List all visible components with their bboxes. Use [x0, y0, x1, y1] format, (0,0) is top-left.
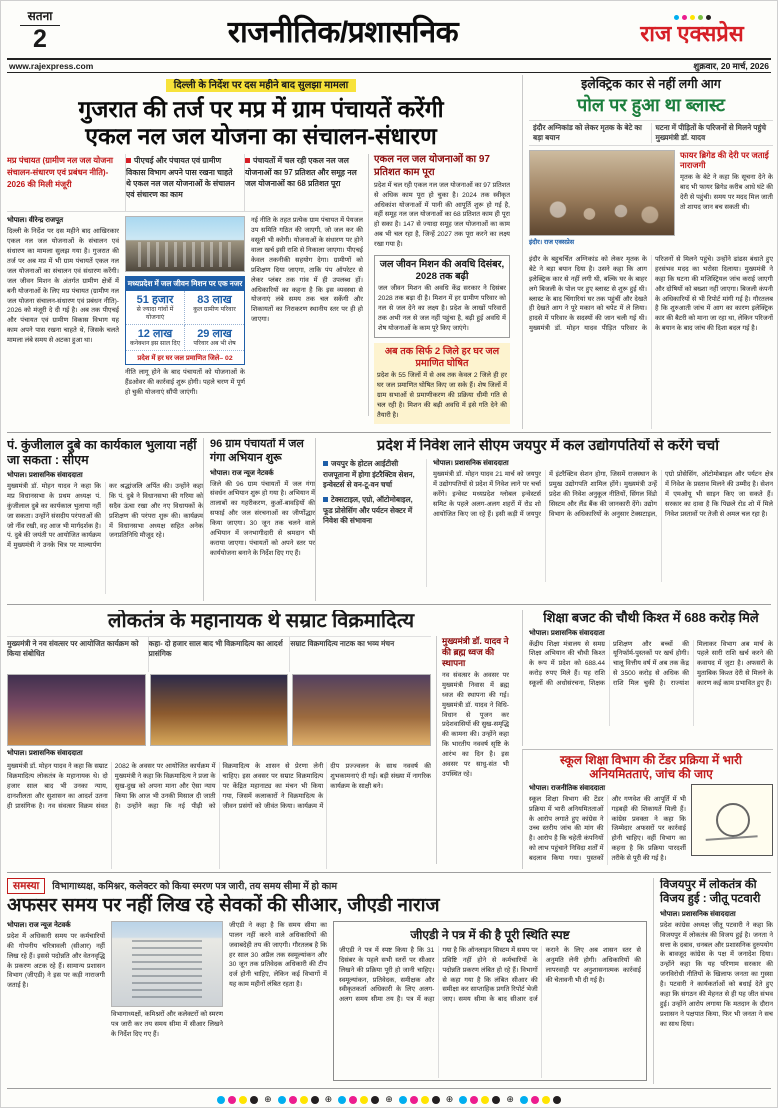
- lead-bullet-2: पंचायतों में चल रही एकल नल जल योजनाओं का 97 प्रतिशत और समूह नल जल योजनाओं का 68 प्रतिशत पूरा: [245, 154, 363, 211]
- registration-dot-icon: [531, 1096, 539, 1104]
- vijaypur-story: [653, 878, 773, 1084]
- fire-headline-line1: इलेक्ट्रिक कार से नहीं लगी आग: [581, 77, 721, 91]
- vikram-sub-body: नव संवत्सर के अवसर पर मुख्यमंत्री निवास में ब्रह्म ध्वज की स्थापना की गई। मुख्यमंत्री डॉ. यादव ने विधि-विधान से पूजन कर प्रदेशवासियों की सुख-समृद्धि की कामना की। उन्होंने कहा कि भारतीय नववर्ष सृष्टि के आरंभ का दिन है। इस अवसर पर साधु-संत भी उपस्थित रहे।: [442, 671, 509, 778]
- section-divider: [7, 432, 771, 433]
- lead-byline: भोपाल। वीरेन्द्र राजपूत: [7, 217, 64, 225]
- vikramaditya-kickers: [7, 636, 431, 672]
- stats-footer: प्रदेश में हर घर जल प्रमाणित जिले– 02: [137, 354, 233, 362]
- fire-subhead-right: घटना में पीड़ितों के परिजनों से मिलने पहुंचे मुख्यमंत्री डॉ. यादव: [651, 123, 774, 143]
- registration-dot-icon: [289, 1096, 297, 1104]
- lead-headline-line2: एकल नल जल योजना का संचालन-संधारण: [85, 122, 437, 149]
- vikramaditya-photos: [7, 674, 431, 746]
- edition-date: शुक्रवार, 20 मार्च, 2026: [693, 60, 769, 71]
- ministry-building-photo: [125, 216, 245, 272]
- investment-text: [427, 459, 773, 587]
- lead-body-text-1: दिल्ली के निर्देश पर दस महीने बाद आखिरकार एकल नल जल योजनाओं के संचालन एवं संधारण का मामला सुलझ गया है। गुजरात की तर्ज पर अब मप्र में भी ग्राम पंचायतें एकल नल जल योजनाओं का संचालन एवं संधारण करेंगी। जल जीवन मिशन के अंतर्गत ग्रामीण क्षेत्रों में बनी योजनाओं के लिए मप्र पंचायत (ग्रामीण नल जल योजना संचालन-संधारण एवं प्रबंधन नीति)- 2026 को मंजूरी दे दी गई है। अब तक पीएचई और पंचायत एवं ग्रामीण विकास विभाग यह काम अपने पास रखना चाहते थे, जिसके चलते मामला लंबे समय से अटका हुआ था।: [7, 228, 119, 345]
- stat-item: [126, 291, 185, 325]
- lead-deck-row: [7, 154, 363, 212]
- fire-subheads: [529, 120, 773, 146]
- vikram-body-wrap: [7, 749, 431, 869]
- lead-kicker-text: दिल्ली के निर्देश पर दस महीने बाद सुलझा मामला: [166, 79, 356, 92]
- investment-bullet-1: जयपुर के होटल आईटीसी राजपूताना में होगा इंटरैक्टिव सेशन, इन्वेस्टर्स से वन-टू-वन चर्चा: [323, 459, 421, 490]
- registration-dot-icon: [481, 1096, 489, 1104]
- substory-headline: एकल नल जल योजनाओं का 97 प्रतिशत काम पूरा: [374, 154, 490, 178]
- website-url: www.rajexpress.com: [9, 61, 94, 71]
- fire-body: इंदौर के बहुचर्चित अग्निकांड को लेकर मृतक के बेटे ने बड़ा बयान दिया है। उसने कहा कि आग इलेक्ट्रिक कार से नहीं लगी थी, बल्कि घर के बाहर लगे बिजली के पोल पर हुए ब्लास्ट से शुरू हुई थी। ब्लास्ट के बाद चिंगारियां घर तक पहुंचीं और देखते ही देखते आग ने पूरे मकान को चपेट में ले लिया। हादसे में परिवार के सदस्यों की जान चली गई थी। मुख्यमंत्री डॉ. मोहन यादव पीड़ित परिवार के परिजनों से मिलने पहुंचे। उन्होंने ढांढस बंधाते हुए हरसंभव मदद का भरोसा दिलाया। मुख्यमंत्री ने कहा कि घटना की मजिस्ट्रियल जांच कराई जाएगी और दोषियों को बख्शा नहीं जाएगा। बिजली कंपनी के अधिकारियों से भी रिपोर्ट मांगी गई है। गौरतलब है कि शुरुआती जांच में आग का कारण इलेक्ट्रिक कार की बैटरी को माना जा रहा था, लेकिन परिजनों के बयान के बाद जांच की दिशा बदल गई है।: [529, 255, 773, 333]
- vikramaditya-headline: लोकतंत्र के महानायक थे सम्राट विक्रमादित्य: [107, 610, 415, 632]
- registration-dot-icon: [311, 1096, 319, 1104]
- secretariat-building-photo: [111, 921, 223, 1007]
- stats-box-title: मध्यप्रदेश में जल जीवन मिशन पर एक नजर: [126, 277, 244, 291]
- section-divider: [7, 872, 771, 873]
- investment-headline: प्रदेश में निवेश लाने सीएम जयपुर में कल उद्योगपतियों से करेंगे चर्चा: [377, 438, 719, 454]
- fire-red-subhead: फायर ब्रिगेड की देरी पर जताई नाराजगी: [680, 149, 769, 171]
- edition-box: [7, 7, 73, 52]
- fire-photo-row: [529, 150, 773, 251]
- fire-side-column: [675, 150, 773, 251]
- vikramaditya-main: [7, 636, 431, 864]
- jal-jeevan-stats-box: [125, 276, 245, 364]
- stat-value: 83 लाख: [197, 294, 232, 307]
- info-bar: [7, 58, 771, 73]
- vijaypur-byline: भोपाल। प्रशासनिक संवाददाता: [660, 910, 736, 918]
- gad-box: [333, 921, 647, 1081]
- lead-body-columns: [7, 216, 363, 412]
- registration-marks: [1, 1093, 777, 1106]
- gad-box-headline: जीएडी ने पत्र में की है पूरी स्थिति स्पष्ट: [410, 927, 570, 942]
- cr-top-row: [7, 878, 647, 893]
- investment-bullet-2: टेक्सटाइल, एग्रो, ऑटोमोबाइल, फूड प्रोसेसिंग और पर्यटन सेक्टर में निवेश की संभावना: [323, 495, 421, 526]
- vikram-kicker-1: मुख्यमंत्री ने नव संवत्सर पर आयोजित कार्यक्रम को किया संबोधित: [7, 637, 149, 672]
- registration-dot-icon: [360, 1096, 368, 1104]
- cr-col-2: [111, 921, 223, 1081]
- registration-dot-icon: [278, 1096, 286, 1104]
- substory-headline: अब तक सिर्फ 2 जिले हर घर जल प्रमाणित घोषित: [384, 345, 500, 369]
- jalganga-byline: भोपाल। राज न्यूज नेटवर्क: [210, 469, 274, 477]
- fire-photo-wrap: [529, 150, 675, 251]
- stat-label: कुल ग्रामीण परिवार: [193, 306, 236, 314]
- masthead-edition: सतना: [20, 7, 61, 26]
- lead-sub-column: [368, 154, 510, 419]
- masthead: [7, 5, 771, 55]
- registration-dot-icon: [399, 1096, 407, 1104]
- registration-dot-icon: [338, 1096, 346, 1104]
- section-divider: [7, 604, 771, 605]
- brand-dot-icon: [682, 15, 687, 20]
- registration-dot-icon: [349, 1096, 357, 1104]
- kunjilal-headline: पं. कुंजीलाल दुबे का कार्यकाल भुलाया नहीं जा सकता : सीएम: [7, 438, 197, 467]
- registration-dot-icon: [553, 1096, 561, 1104]
- vikram-kicker-3: सम्राट विक्रमादित्य नाटक का भव्य मंचन: [290, 639, 395, 648]
- registration-dot-icon: [542, 1096, 550, 1104]
- lead-deck: मप्र पंचायत (ग्रामीण नल जल योजना संचालन-संधारण एवं प्रबंधन नीति)- 2026 की मिली मंजूरी: [7, 154, 126, 211]
- lead-body-text-3: नई नीति के तहत प्रत्येक ग्राम पंचायत में पेयजल उप समिति गठित की जाएगी, जो जल कर की वसूली भी करेगी। योजनाओं के संधारण पर होने वाला खर्च इसी राशि से निकाला जाएगा। पीएचई केवल तकनीकी सहयोग देगा। ग्रामीणों को प्रशिक्षण दिया जाएगा, ताकि पंप ऑपरेटर से लेकर प्लंबर तक गांव में ही उपलब्ध हों। अधिकारियों का कहना है कि इस व्यवस्था से योजनाएं लंबे समय तक चल सकेंगी और शिकायतों का निराकरण स्थानीय स्तर पर ही हो जाएगा।: [251, 217, 363, 324]
- lead-kicker: [7, 75, 515, 93]
- stat-item: [126, 325, 185, 351]
- investment-story: [315, 438, 773, 601]
- kunjilal-byline: भोपाल। प्रशासनिक संवाददाता: [7, 472, 83, 479]
- lead-story: [7, 75, 515, 429]
- stat-label: कनेक्शन इस साल दिए: [129, 340, 181, 348]
- cr-story: [7, 878, 647, 1084]
- registration-dot-icon: [470, 1096, 478, 1104]
- lead-body-col1: [7, 216, 119, 412]
- vikramaditya-story: [7, 610, 515, 869]
- vikram-sub-headline: मुख्यमंत्री डॉ. यादव ने की ब्रह्म ध्वज की स्थापना: [442, 636, 509, 668]
- stat-item: [185, 325, 244, 351]
- stat-value: 51 हजार: [136, 294, 174, 307]
- event-stage-photo: [7, 674, 146, 746]
- stat-value: 29 लाख: [197, 327, 232, 340]
- investment-byline: भोपाल। प्रशासनिक संवाददाता: [433, 460, 509, 468]
- vijaypur-body: प्रदेश कांग्रेस अध्यक्ष जीतू पटवारी ने कहा कि विजयपुर में लोकतंत्र की विजय हुई है। जनता ने सत्ता के दबाव, धनबल और प्रशासनिक दुरुपयोग के बावजूद कांग्रेस के पक्ष में जनादेश दिया। उन्होंने कहा कि यह परिणाम सरकार की जनविरोधी नीतियों के खिलाफ जनता का गुस्सा है। पटवारी ने कार्यकर्ताओं को बधाई देते हुए कहा कि संगठन की मेहनत से ही यह जीत संभव हुई। उन्होंने आरोप लगाया कि मतदान के दौरान प्रशासन ने पक्षपात किया, फिर भी जनता ने सच का साथ दिया।: [660, 921, 773, 1028]
- registration-dot-icon: [239, 1096, 247, 1104]
- substory-mission-extended: [374, 255, 510, 338]
- substory-body: जल जीवन मिशन की अवधि केंद्र सरकार ने दिसंबर 2028 तक बढ़ा दी है। मिशन में हर ग्रामीण परिवार को नल से जल देने का लक्ष्य है। प्रदेश के लाखों परिवारों तक अभी नल से जल नहीं पहुंचा है, बढ़ी हुई अवधि में शेष योजनाओं के काम पूरे किए जाएंगे।: [378, 285, 506, 332]
- registration-dot-icon: [421, 1096, 429, 1104]
- vikram-body: मुख्यमंत्री डॉ. मोहन यादव ने कहा कि सम्राट विक्रमादित्य लोकतंत्र के महानायक थे। दो हजार साल बाद भी उनका न्याय, दानशीलता और सुशासन का आदर्श उतना ही प्रासंगिक है। नव संवत्सर विक्रम संवत 2082 के अवसर पर आयोजित कार्यक्रम में मुख्यमंत्री ने कहा कि विक्रमादित्य ने प्रजा के सुख-दुख को अपना माना और ऐसा न्याय किया कि आज भी उनकी मिसाल दी जाती है। उन्होंने कहा कि नई पीढ़ी को विक्रमादित्य के शासन से प्रेरणा लेनी चाहिए। इस अवसर पर सम्राट विक्रमादित्य पर केंद्रित महानाट्य का मंचन भी किया गया, जिसमें कलाकारों ने विक्रमादित्य के जीवन प्रसंगों को जीवंत किया। कार्यक्रम में दीप प्रज्ज्वलन के साथ नववर्ष की शुभकामनाएं दी गईं। बड़ी संख्या में नागरिक कार्यक्रम के साक्षी बने।: [7, 763, 431, 810]
- fire-headline-line2: पोल पर हुआ था ब्लास्ट: [577, 95, 725, 115]
- stat-value: 12 लाख: [137, 327, 173, 340]
- tender-text: [529, 784, 686, 865]
- registration-target-icon: ⊕: [445, 1094, 454, 1104]
- stat-label: से ज्यादा गांवों में योजनाएं: [136, 306, 174, 322]
- registration-dot-icon: [432, 1096, 440, 1104]
- lead-headline-line1: गुजरात की तर्ज पर मप्र में ग्राम पंचायतें करेंगी: [78, 96, 444, 122]
- education-budget-headline: शिक्षा बजट की चौथी किश्त में 688 करोड़ मिले: [543, 610, 759, 625]
- tender-body: स्कूल शिक्षा विभाग की टेंडर प्रक्रिया में भारी अनियमितताओं के आरोप लगाते हुए कांग्रेस ने उच्च स्तरीय जांच की मांग की है। आरोप है कि चहेती कंपनियों को लाभ पहुंचाने निविदा शर्तों में बदलाव किया गया। पुस्तकों और गणवेश की आपूर्ति में भी गड़बड़ी की शिकायतें मिली हैं। कांग्रेस प्रवक्ता ने कहा कि जिम्मेदार अफसरों पर कार्रवाई होनी चाहिए। वहीं विभाग का कहना है कि प्रक्रिया पारदर्शी तरीके से पूरी की गई है।: [529, 795, 686, 863]
- investment-bullets: [323, 459, 427, 587]
- cr-body-row: [7, 921, 647, 1081]
- vijaypur-headline: विजयपुर में लोकतंत्र की विजय हुई : जीतू पटवारी: [660, 879, 761, 906]
- registration-dot-icon: [459, 1096, 467, 1104]
- kunjilal-body: मुख्यमंत्री डॉ. मोहन यादव ने कहा कि मप्र विधानसभा के प्रथम अध्यक्ष पं. कुंजीलाल दुबे का कार्यकाल भुलाया नहीं जा सकता। उन्होंने संसदीय परंपराओं की जो नींव रखी, वह आज भी मार्गदर्शक है। पं. दुबे की जयंती पर आयोजित कार्यक्रम में मुख्यमंत्री ने उनके चित्र पर माल्यार्पण कर श्रद्धांजलि अर्पित की। उन्होंने कहा कि पं. दुबे ने विधानसभा की गरिमा को सदैव ऊंचा रखा और नए विधायकों के प्रशिक्षण की परंपरा शुरू की। कार्यक्रम में विधानसभा अध्यक्ष सहित अनेक जनप्रतिनिधि मौजूद रहे।: [7, 483, 203, 550]
- brand-dot-icon: [674, 15, 679, 20]
- substory-certified-districts: [374, 343, 510, 424]
- tender-story: [522, 749, 773, 869]
- kunjilal-story: [7, 438, 203, 601]
- bottom-divider: [7, 1088, 771, 1089]
- tender-headline: स्कूल शिक्षा विभाग की टेंडर प्रक्रिया में भारी अनियमितताएं, जांच की जाए: [559, 753, 743, 782]
- cr-kicker: विभागाध्यक्ष, कमिश्नर, कलेक्टर को किया स्मरण पत्र जारी, तय समय सीमा में हो काम: [52, 881, 338, 892]
- registration-dot-icon: [250, 1096, 258, 1104]
- gad-box-body: जीएडी ने पत्र में स्पष्ट किया है कि 31 दिसंबर के पहले सभी स्तरों पर सीआर लिखने की प्रक्रिया पूरी हो जानी चाहिए। स्वमूल्यांकन, प्रतिवेदक, समीक्षक और स्वीकृतकर्ता अधिकारी के लिए अलग-अलग समय सीमा तय है। पत्र में कहा गया है कि ऑनलाइन सिस्टम में समय पर प्रविष्टि नहीं होने से कर्मचारियों के पदोन्नति प्रकरण लंबित हो रहे हैं। विभागों से कहा गया है कि लंबित सीआर की समीक्षा कर साप्ताहिक प्रगति रिपोर्ट भेजी जाए। समय सीमा के बाद सीआर दर्ज कराने के लिए अब शासन स्तर से अनुमति लेनी होगी। अधिकारियों की लापरवाही पर अनुशासनात्मक कार्रवाई की चेतावनी भी दी गई है।: [339, 946, 641, 1004]
- play-scene-photo: [292, 674, 431, 746]
- lamp-lighting-photo: [150, 674, 289, 746]
- brand-box: [613, 15, 771, 45]
- lead-body-col2: [125, 216, 245, 412]
- registration-dot-icon: [228, 1096, 236, 1104]
- brand-dot-icon: [706, 15, 711, 20]
- registration-dot-icon: [410, 1096, 418, 1104]
- tender-row: [529, 784, 773, 865]
- fire-subhead-left: इंदौर अग्निकांड को लेकर मृतक के बेटे का बड़ा बयान: [533, 123, 642, 142]
- lead-body-text-2: नीति लागू होने के बाद पंचायतों को योजनाओं के हैंडओवर की कार्रवाई शुरू होगी। पहले चरण में पूर्ण हो चुकी योजनाएं सौंपी जाएंगी।: [125, 368, 245, 396]
- cr-byline: भोपाल। राज न्यूज नेटवर्क: [7, 921, 71, 929]
- photo-credit: इंदौर। राज एक्सप्रेस: [529, 238, 575, 246]
- substory-97-percent: [374, 154, 510, 250]
- registration-dot-icon: [300, 1096, 308, 1104]
- fire-lede: मृतक के बेटे ने कहा कि सूचना देने के बाद भी फायर ब्रिगेड करीब आधे घंटे की देरी से पहुंची। समय पर मदद मिल जाती तो शायद जान बच सकती थी।: [680, 173, 773, 211]
- page-number: 2: [33, 25, 47, 54]
- substory-headline: जल जीवन मिशन की अवधि दिसंबर, 2028 तक बढ़ी: [379, 258, 505, 282]
- registration-dot-icon: [217, 1096, 225, 1104]
- cr-headline: अफसर समय पर नहीं लिख रहे सेवकों की सीआर, जीएडी नाराज: [7, 895, 440, 916]
- section-title: राजनीतिक/प्रशासनिक: [227, 15, 459, 49]
- registration-dot-icon: [520, 1096, 528, 1104]
- lead-body-col3: [251, 216, 363, 412]
- vikram-kicker-2: कहा- दो हजार साल बाद भी विक्रमादित्य का आदर्श प्रासंगिक: [149, 637, 291, 672]
- registration-dot-icon: [492, 1096, 500, 1104]
- investment-body: मुख्यमंत्री डॉ. मोहन यादव 21 मार्च को जयपुर में उद्योगपतियों से प्रदेश में निवेश लाने पर चर्चा करेंगे। इन्वेस्ट मध्यप्रदेश ग्लोबल इन्वेस्टर्स समिट के पहले अलग-अलग शहरों में रोड शो आयोजित किए जा रहे हैं। इसी कड़ी में जयपुर में इंटरैक्टिव सेशन होगा, जिसमें राजस्थान के प्रमुख उद्योगपति शामिल होंगे। मुख्यमंत्री उन्हें प्रदेश की निवेश अनुकूल नीतियों, सिंगल विंडो सिस्टम और लैंड बैंक की जानकारी देंगे। उद्योग विभाग के अधिकारियों के अनुसार टेक्सटाइल, एग्रो प्रोसेसिंग, ऑटोमोबाइल और पर्यटन क्षेत्र में निवेश के प्रस्ताव मिलने की उम्मीद है। सेशन में एमओयू भी साइन किए जा सकते हैं। सरकार का दावा है कि पिछले रोड शो में मिले निवेश प्रस्तावों पर तेजी से अमल चल रहा है।: [433, 471, 773, 518]
- brand-dot-icon: [690, 15, 695, 20]
- vikram-byline: भोपाल। प्रशासनिक संवाददाता: [7, 750, 83, 757]
- jalganga-headline: 96 ग्राम पंचायतों में जल गंगा अभियान शुरू: [210, 438, 304, 464]
- cr-col-3: [229, 921, 327, 1081]
- editorial-cartoon: [691, 784, 773, 856]
- brand-logo: राज एक्सप्रेस: [640, 20, 744, 46]
- lead-bullet-1: पीएचई और पंचायत एवं ग्रामीण विकास विभाग अपने पास रखना चाहते थे एकल नल जल योजनाओं के संचालन एवं संधारण का काम: [126, 154, 245, 211]
- lead-grid: [7, 154, 515, 419]
- substory-body: प्रदेश में चल रही एकल नल जल योजनाओं का 97 प्रतिशत से अधिक काम पूरा हो चुका है। 2024 तक स्वीकृत अधिकांश योजनाओं में पानी की आपूर्ति शुरू हो गई है, वहीं समूह नल जल योजनाओं का 68 प्रतिशत काम ही पूरा हो सका है। 147 से ज्यादा समूह जल योजनाओं का काम अब भी चल रहा है, जिन्हें 2027 तक पूरा करने का लक्ष्य रखा गया है।: [374, 181, 510, 249]
- cr-body-text-2: विभागाध्यक्षों, कमिश्नरों और कलेक्टरों को स्मरण पत्र जारी कर तय समय सीमा में सीआर लिखने के निर्देश दिए गए हैं।: [111, 1010, 223, 1038]
- brand-dot-icon: [698, 15, 703, 20]
- cm-meeting-family-photo: [529, 150, 675, 236]
- stats-grid: [126, 291, 244, 350]
- registration-target-icon: ⊕: [324, 1094, 333, 1104]
- problem-label: समस्या: [7, 878, 45, 894]
- education-budget-body: केंद्रीय शिक्षा मंत्रालय से समग्र शिक्षा अभियान की चौथी किश्त के रूप में प्रदेश को 688.44 करोड़ रुपए मिले हैं। यह राशि स्कूलों की अधोसंरचना, शिक्षक प्रशिक्षण और बच्चों की यूनिफॉर्म-पुस्तकों पर खर्च होगी। चालू वित्तीय वर्ष में अब तक केंद्र से 3500 करोड़ से अधिक की राशि मिल चुकी है। राज्यांश मिलाकर विभाग अब मार्च के पहले सारी राशि खर्च करने की कवायद में जुटा है। अफसरों के मुताबिक किश्त देरी से मिलने के कारण कई काम प्रभावित हुए हैं।: [529, 640, 773, 688]
- registration-target-icon: ⊕: [385, 1094, 393, 1104]
- tender-byline: भोपाल। राजनीतिक संवाददाता: [529, 784, 606, 792]
- vikram-sub-story: [436, 636, 509, 864]
- cr-body-text-3: जीएडी ने कहा है कि समय सीमा का पालन नहीं करने वाले अधिकारियों की जवाबदेही तय की जाएगी। गौरतलब है कि हर साल 30 अप्रैल तक स्वमूल्यांकन और 30 जून तक प्रतिवेदक अधिकारी की टीप दर्ज होनी चाहिए, लेकिन कई विभागों में यह काम महीनों लंबित रहता है।: [229, 921, 327, 989]
- registration-target-icon: ⊕: [264, 1094, 272, 1104]
- substory-body: प्रदेश के 55 जिलों में से अब तक केवल 2 जिले ही हर घर जल प्रमाणित घोषित किए जा सके हैं। शेष जिलों में ग्राम सभाओं से प्रमाणीकरण की प्रक्रिया धीमी गति से चल रही है। मिशन की बढ़ी अवधि में इसे गति देने की तैयारी है।: [377, 372, 507, 419]
- vikramaditya-row: [7, 636, 515, 864]
- stat-item: [185, 291, 244, 325]
- cr-col-1: [7, 921, 105, 1081]
- education-budget-byline: भोपाल। प्रशासनिक संवाददाता: [529, 629, 605, 637]
- lead-left: [7, 154, 363, 416]
- fire-story: [522, 75, 773, 429]
- registration-dot-icon: [371, 1096, 379, 1104]
- brand-color-dots-icon: [613, 15, 771, 20]
- jalganga-body: जिले की 96 ग्राम पंचायतों में जल गंगा संवर्धन अभियान शुरू हो गया है। अभियान में तालाबों का गहरीकरण, कुओं-बावड़ियों की सफाई और जल संरचनाओं का जीर्णोद्धार किया जाएगा। 30 जून तक चलने वाले अभियान में जनभागीदारी से श्रमदान भी कराया जाएगा। पंचायतों को अपने स्तर पर कार्ययोजना बनाने के निर्देश दिए गए हैं।: [210, 480, 315, 557]
- stat-label: परिवार अब भी शेष: [193, 340, 236, 348]
- education-budget-story: [522, 610, 773, 746]
- cr-body-text-1: प्रदेश में अधिकारी समय पर कर्मचारियों की गोपनीय चरित्रावली (सीआर) नहीं लिख रहे हैं। इससे पदोन्नति और वेतनवृद्धि के प्रकरण अटक रहे हैं। सामान्य प्रशासन विभाग (जीएडी) ने इस पर कड़ी नाराजगी जताई है।: [7, 932, 105, 990]
- registration-target-icon: ⊕: [506, 1094, 514, 1104]
- jalganga-story: [203, 438, 315, 601]
- investment-row: [323, 459, 773, 587]
